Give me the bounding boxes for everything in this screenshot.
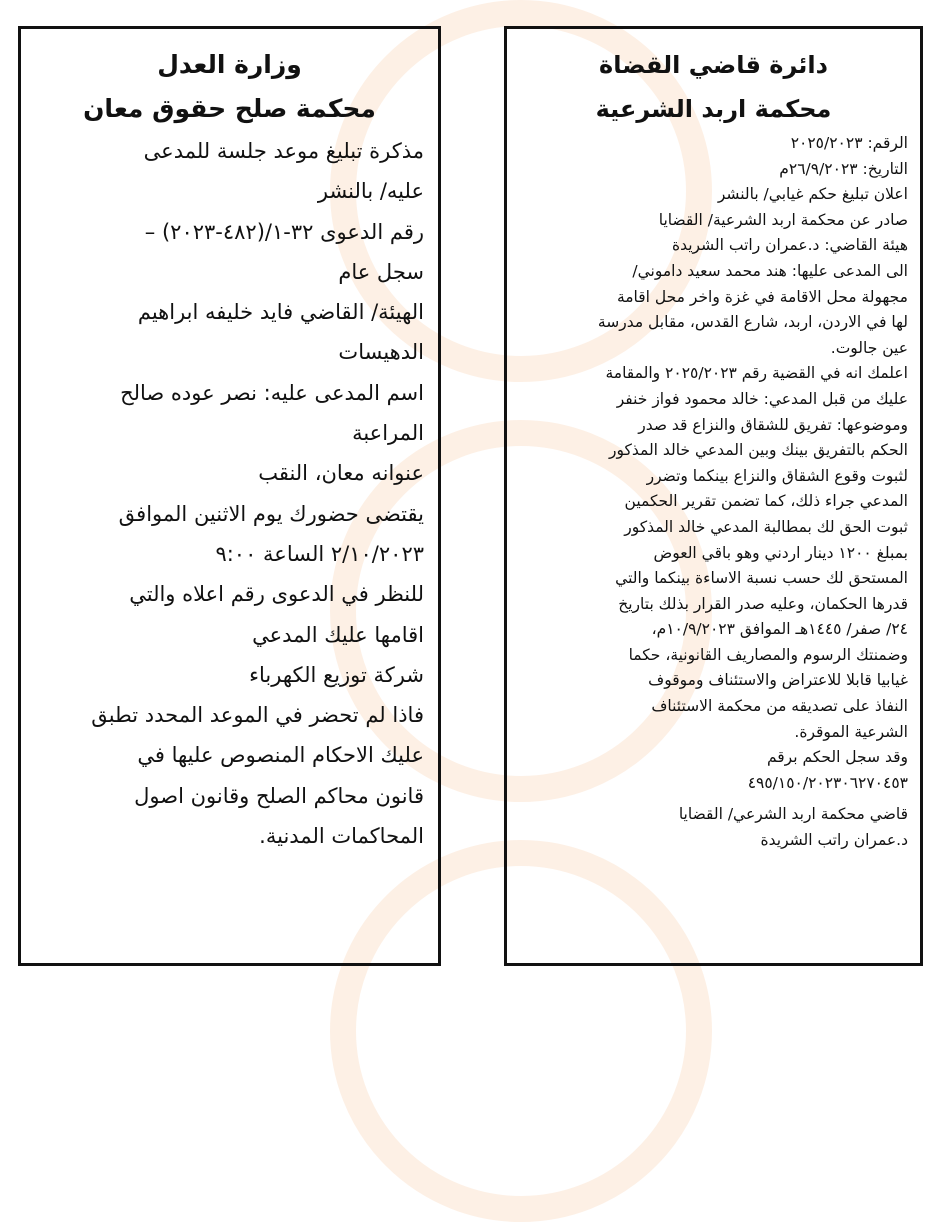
- text-line: لثبوت وقوع الشقاق والنزاع بينكما وتضرر: [646, 466, 908, 485]
- text-line: عليه/ بالنشر: [317, 179, 424, 204]
- text-line: وموضوعها: تفريق للشقاق والنزاع قد صدر: [638, 415, 908, 434]
- text-line: وقد سجل الحكم برقم: [766, 748, 908, 767]
- text-line: ٤٩٥/١٥٠/٢٠٢٣٠٦٢٧٠٤٥٣: [747, 773, 908, 792]
- court-name: محكمة اربد الشرعية: [595, 95, 832, 123]
- text-line: اعلان تبليغ حكم غيابي/ بالنشر: [717, 185, 908, 204]
- text-line: ثبوت الحق لك بمطالبة المدعي خالد المذكور: [624, 517, 908, 536]
- signature-line: قاضي محكمة اربد الشرعي/ القضايا: [678, 805, 908, 824]
- text-line: عنوانه معان، النقب: [258, 461, 424, 486]
- text-line: قانون محاكم الصلح وقانون اصول: [134, 783, 424, 808]
- notice-ministry-of-justice: [18, 26, 441, 966]
- text-line: سجل عام: [338, 259, 424, 284]
- text-line: يقتضى حضورك يوم الاثنين الموافق: [118, 501, 424, 526]
- text-line: اعلمك انه في القضية رقم ٢٠٢٥/٢٠٢٣ والمقامة: [605, 364, 908, 383]
- text-line: مجهولة محل الاقامة في غزة واخر محل اقامة: [616, 287, 908, 306]
- court-name: محكمة صلح حقوق معان: [83, 94, 376, 123]
- text-line: وضمنتك الرسوم والمصاريف القانونية، حكما: [628, 645, 908, 664]
- text-line: المراعبة: [352, 421, 424, 446]
- text-line: صادر عن محكمة اربد الشرعية/ القضايا: [658, 210, 908, 229]
- text-line: التاريخ: ٢٦/٩/٢٠٢٣م: [779, 159, 908, 178]
- text-line: الهيئة/ القاضي فايد خليفه ابراهيم: [137, 300, 424, 325]
- text-line: الرقم: ٢٠٢٥/٢٠٢٣: [790, 134, 908, 152]
- signature-line: د.عمران راتب الشريدة: [760, 831, 908, 850]
- text-line: فاذا لم تحضر في الموعد المحدد تطبق: [91, 703, 424, 728]
- notice-title: وزارة العدل: [157, 50, 302, 79]
- text-line: الحكم بالتفريق بينك وبين المدعي خالد المذكور: [608, 441, 908, 460]
- text-line: اقامها عليك المدعي: [252, 622, 424, 647]
- text-line: المستحق لك حسب نسبة الاساءة بينكما والتي: [615, 569, 908, 588]
- text-line: غيابيا قابلا للاعتراض والاستئناف وموقوف: [648, 671, 908, 690]
- text-line: الدهيسات: [338, 340, 424, 365]
- text-line: هيئة القاضي: د.عمران راتب الشريدة: [671, 236, 908, 255]
- text-line: قدرها الحكمان، وعليه صدر القرار بذلك بتاريخ: [618, 594, 908, 613]
- text-line: الشرعية الموقرة.: [794, 722, 908, 741]
- notice-chief-justice: [504, 26, 923, 966]
- text-line: مذكرة تبليغ موعد جلسة للمدعى: [143, 139, 424, 163]
- text-line: شركة توزيع الكهرباء: [249, 662, 424, 687]
- text-line: المحاكمات المدنية.: [259, 824, 424, 849]
- text-line: النفاذ على تصديقه من محكمة الاستئناف: [651, 697, 908, 716]
- signature-block: [519, 796, 908, 853]
- text-line: ٢٤/ صفر/ ١٤٤٥هـ الموافق ١٠/٩/٢٠٢٣م،: [651, 620, 908, 639]
- text-line: عين جالوت.: [830, 338, 908, 357]
- text-line: اسم المدعى عليه: نصر عوده صالح: [120, 380, 424, 405]
- text-line: المدعي جراء ذلك، كما تضمن تقرير الحكمين: [624, 492, 908, 511]
- text-line: بمبلغ ١٢٠٠ دينار اردني وهو باقي العوض: [653, 543, 908, 562]
- text-line: لها في الاردن، اربد، شارع القدس، مقابل مدرسة: [597, 313, 908, 332]
- text-line: الى المدعى عليها: هند محمد سعيد داموني/: [632, 261, 908, 280]
- text-line: ٢/١٠/٢٠٢٣ الساعة ٩:٠٠: [215, 541, 424, 566]
- notice-title: دائرة قاضي القضاة: [599, 51, 828, 79]
- text-line: عليك الاحكام المنصوص عليها في: [137, 743, 424, 768]
- text-line: رقم الدعوى ٣٢-١/(٤٨٢-٢٠٢٣) –: [144, 219, 424, 244]
- text-line: للنظر في الدعوى رقم اعلاه والتي: [129, 582, 424, 607]
- text-line: عليك من قبل المدعي: خالد محمود فواز خنفر: [616, 389, 908, 408]
